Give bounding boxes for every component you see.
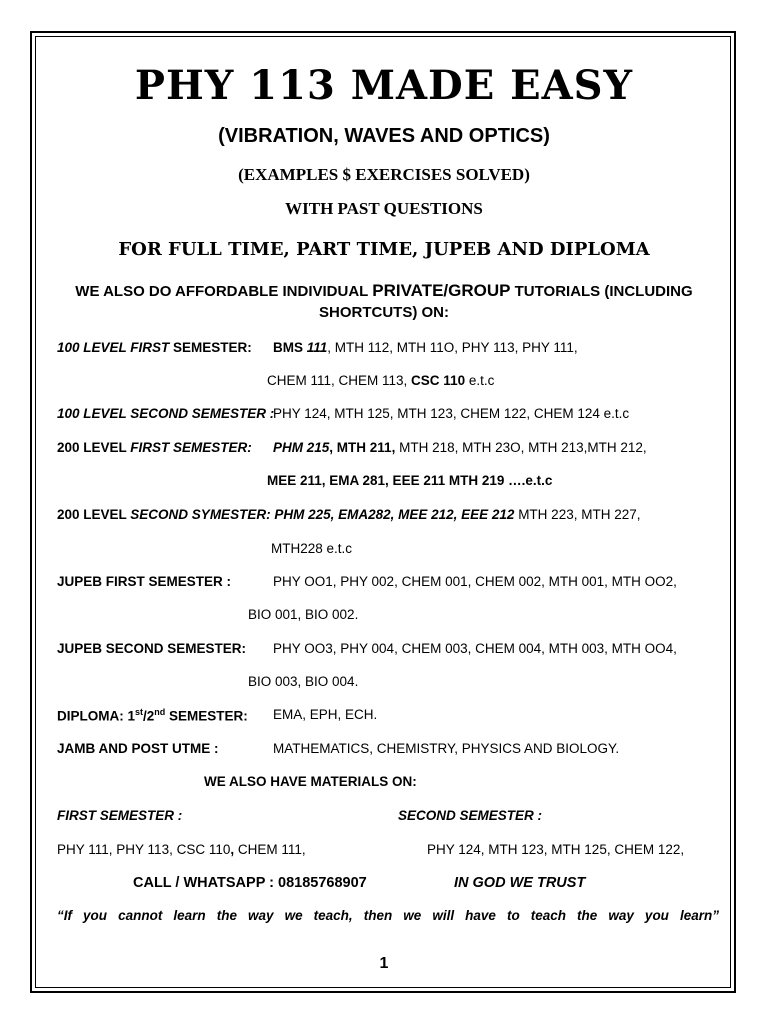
materials-second-label: SECOND SEMESTER : [398,808,543,823]
materials-heading: WE ALSO HAVE MATERIALS ON: [204,774,417,789]
level100-second-courses: PHY 124, MTH 125, MTH 123, CHEM 122, CHEM 124 e.t.c [273,406,630,421]
document-title: PHY 113 MADE EASY [134,62,634,109]
audience-line: FOR FULL TIME, PART TIME, JUPEB AND DIPLOMA [118,239,650,260]
level100-first-courses-cont: CHEM 111, CHEM 113, CSC 110 e.t.c [267,373,495,388]
examples-line: (EXAMPLES $ EXERCISES SOLVED) [238,165,530,184]
level100-first-label: 100 LEVEL FIRST SEMESTER: [57,340,252,355]
diploma-courses: EMA, EPH, ECH. [273,707,378,722]
jupeb-first-courses: PHY OO1, PHY 002, CHEM 001, CHEM 002, MTH 001, MTH OO2, [273,574,677,589]
jupeb-first-courses-cont: BIO 001, BIO 002. [248,607,359,622]
level100-first-courses: BMS 111, MTH 112, MTH 11O, PHY 113, PHY 111, [273,340,578,355]
level200-first-courses-cont: MEE 211, EMA 281, EEE 211 MTH 219 ….e.t.c [267,473,553,488]
past-questions-line: WITH PAST QUESTIONS [285,199,483,218]
motto: IN GOD WE TRUST [454,875,586,891]
level200-second-courses-cont: MTH228 e.t.c [271,541,353,556]
tutorials-text-2: TUTORIALS (INCLUDING SHORTCUTS) ON: [319,283,693,321]
jupeb-second-label: JUPEB SECOND SEMESTER: [57,641,247,656]
level200-second-line: 200 LEVEL SECOND SYMESTER: PHM 225, EMA282, MEE 212, EEE 212 MTH 223, MTH 227, [57,507,641,522]
jupeb-second-courses: PHY OO3, PHY 004, CHEM 003, CHEM 004, MTH 003, MTH OO4, [273,641,677,656]
tutorials-text-1: WE ALSO DO AFFORDABLE INDIVIDUAL [75,283,373,300]
level200-first-courses: PHM 215, MTH 211, MTH 218, MTH 23O, MTH 213,MTH 212, [273,440,647,455]
level100-second-label: 100 LEVEL SECOND SEMESTER : [57,406,275,421]
diploma-label: DIPLOMA: 1st/2nd SEMESTER: [57,707,248,724]
level200-first-label: 200 LEVEL FIRST SEMESTER: [57,440,252,455]
contact-call: CALL / WHATSAPP : 08185768907 [133,875,367,891]
jamb-subjects: MATHEMATICS, CHEMISTRY, PHYSICS AND BIOLOGY. [273,741,620,756]
tutorials-highlight: PRIVATE/GROUP [372,281,511,300]
document-subtitle: (VIBRATION, WAVES AND OPTICS) [218,125,550,147]
jupeb-second-courses-cont: BIO 003, BIO 004. [248,674,359,689]
closing-quote: “If you cannot learn the way we teach, then we will have to teach the way you learn” [57,908,719,923]
page-number: 1 [379,955,389,972]
materials-second-courses: PHY 124, MTH 123, MTH 125, CHEM 122, [427,842,685,857]
jamb-label: JAMB AND POST UTME : [57,741,219,756]
tutorials-line [70,280,698,323]
materials-first-label: FIRST SEMESTER : [57,808,183,823]
jupeb-first-label: JUPEB FIRST SEMESTER : [57,574,232,589]
materials-first-courses: PHY 111, PHY 113, CSC 110, CHEM 111, [57,842,306,857]
